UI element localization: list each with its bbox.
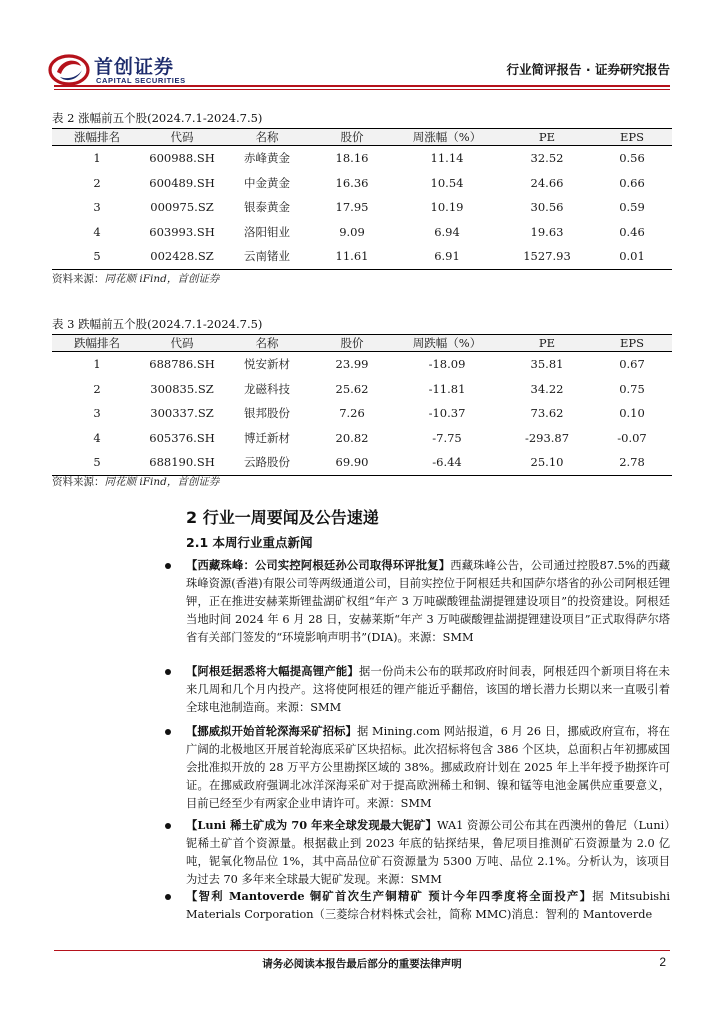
table-cell: -6.44 (392, 450, 502, 475)
table-cell: -11.81 (428, 381, 466, 396)
table-cell: -10.37 (428, 406, 466, 421)
table2-col-name: 名称 (222, 129, 312, 146)
table2-col-pe: PE (502, 129, 592, 146)
table-cell: 1 (93, 357, 101, 372)
table-cell: 5 (52, 450, 142, 475)
table-cell: 5 (52, 244, 142, 269)
table3-col-name: 名称 (222, 335, 312, 352)
table-cell: 11.14 (430, 151, 464, 166)
table-cell: 32.52 (530, 151, 564, 166)
page-number: 2 (659, 955, 666, 969)
table2-source (52, 271, 219, 286)
bullet-icon (165, 729, 171, 735)
table3-col-price: 股价 (312, 335, 392, 352)
table-cell: 4 (93, 430, 101, 445)
table-cell: 18.16 (335, 151, 369, 166)
table-cell: 6.94 (434, 224, 460, 239)
table-cell: -0.07 (617, 430, 647, 445)
table-cell: 3 (93, 406, 101, 421)
table3-source (52, 474, 219, 489)
table-cell: 0.75 (619, 381, 645, 396)
table-row (52, 171, 672, 196)
table-cell: 002428.SZ (142, 244, 222, 269)
news-title: 【阿根廷据悉将大幅提高锂产能】 (186, 664, 359, 678)
table-cell: -18.09 (428, 357, 466, 372)
bullet-icon (165, 894, 171, 900)
table-cell: 73.62 (530, 406, 564, 421)
table3-top-losers (52, 334, 672, 476)
table-cell: 605376.SH (149, 430, 215, 445)
news-body: 据一份尚未公布的联邦政府时间表，阿根廷四个新项目将在未来几周和几个月内投产。这将使阿根廷的锂产能近乎翻倍，该国的增长潜力长期以来一直吸引着全球电池制造商。来源：SMM (186, 665, 670, 714)
capital-securities-logo-icon (48, 50, 90, 86)
table2-col-eps: EPS (592, 129, 672, 146)
table2-col-price: 股价 (312, 129, 392, 146)
table-cell: 0.56 (619, 151, 645, 166)
table2-top-gainers (52, 128, 672, 270)
bullet-icon (165, 823, 171, 829)
table-cell: 25.10 (502, 450, 592, 475)
news-body: 西藏珠峰公告，公司通过控股87.5%的西藏珠峰资源(香港)有限公司等两级通道公司，目前实控位于阿根廷共和国萨尔塔省的孙公司阿根廷锂钾，正在推进安赫莱斯锂盐湖矿权组“年产 3 万吨碳酸锂盐湖提锂建设项目”的投资建设。阿根廷当地时间 2024 年 6 月 28 日，安赫莱斯“年产 3 万吨碳酸锂盐湖提锂建设项目”正式取得萨尔塔省有关部门签发的“环境影响声明书”(DIA)。来源：SMM (186, 559, 670, 644)
table-row (52, 450, 672, 475)
table2-col-rank: 涨幅排名 (52, 129, 142, 146)
table-cell: 0.67 (619, 357, 645, 372)
table-cell: 20.82 (335, 430, 369, 445)
table-cell: 7.26 (339, 406, 365, 421)
table3-col-code: 代码 (142, 335, 222, 352)
news-item (186, 662, 670, 717)
table-cell: 中金黄金 (244, 175, 290, 190)
table3-col-rank: 跌幅排名 (52, 335, 142, 352)
table-row (52, 352, 672, 377)
table-cell: 23.99 (335, 357, 369, 372)
table-cell: 688786.SH (149, 357, 215, 372)
table2-header-row (52, 129, 672, 146)
table-cell: 25.62 (335, 381, 369, 396)
table-cell: 17.95 (335, 200, 369, 215)
table-cell: 19.63 (530, 224, 564, 239)
news-item (186, 887, 670, 924)
table-cell: 1 (93, 151, 101, 166)
table-cell: 云南锗业 (222, 244, 312, 269)
table2-col-weekly-change: 周涨幅（%） (392, 129, 502, 146)
table-cell: 600988.SH (149, 151, 215, 166)
section-heading: 2 行业一周要闻及公告速递 (186, 508, 379, 527)
table-cell: 银泰黄金 (244, 200, 290, 215)
news-title: 【西藏珠峰：公司实控阿根廷孙公司取得环评批复】 (186, 558, 451, 572)
table-cell: 603993.SH (149, 224, 215, 239)
bullet-icon (165, 669, 171, 675)
table-cell: 11.61 (312, 244, 392, 269)
table-row (52, 146, 672, 171)
table-cell: 2 (93, 381, 101, 396)
table-cell: 0.01 (592, 244, 672, 269)
table-cell: 6.91 (392, 244, 502, 269)
footer-divider (54, 950, 670, 951)
news-item (186, 816, 670, 889)
table3-col-weekly-change: 周跌幅（%） (392, 335, 502, 352)
table-cell: 2 (93, 175, 101, 190)
table-row (52, 220, 672, 245)
table-cell: 24.66 (530, 175, 564, 190)
table2-col-code: 代码 (142, 129, 222, 146)
table-cell: 0.59 (619, 200, 645, 215)
source-text: 同花顺 iFind，首创证券 (104, 476, 220, 488)
page-header (0, 0, 724, 90)
table-cell: -293.87 (524, 430, 570, 445)
logo-text-cn: 首创证券 (94, 56, 175, 78)
table-row (52, 401, 672, 426)
table-cell: 600489.SH (149, 175, 215, 190)
table-cell: -7.75 (432, 430, 462, 445)
header-divider-thin (54, 89, 670, 90)
header-divider (54, 85, 670, 87)
table3-header-row (52, 335, 672, 352)
table3-col-eps: EPS (592, 335, 672, 352)
table-cell: 35.81 (530, 357, 564, 372)
table-cell: 博迁新材 (244, 430, 290, 445)
news-title: 【Luni 稀土矿成为 70 年来全球发现最大铌矿】 (186, 818, 437, 832)
table-cell: 1527.93 (502, 244, 592, 269)
news-body: 据 Mitsubishi Materials Corporation（三菱综合材料株式会社，简称 MMC)消息：智利的 Mantoverde (186, 890, 670, 921)
table-cell: 0.10 (619, 406, 645, 421)
table-cell: 3 (93, 200, 101, 215)
table-row (52, 244, 672, 269)
table-cell: 赤峰黄金 (244, 151, 290, 166)
source-label: 资料来源： (52, 476, 105, 488)
table3-caption: 表 3 跌幅前五个股(2024.7.1-2024.7.5) (52, 317, 263, 331)
table-cell: 2.78 (592, 450, 672, 475)
table-row (52, 377, 672, 402)
bullet-icon (165, 563, 171, 569)
news-body: 据 Mining.com 网站报道，6 月 26 日，挪威政府宣布，将在广阔的北极地区开展首轮海底采矿区块招标。此次招标将包含 386 个区块，总面积占年初挪威国会批准拟开放的 28 万平方公里勘探区域的 38%。挪威政府计划在 2025 年上半年授予勘探许可证。在挪威政府强调北冰洋深海采矿对于提高欧洲稀土和铜、镍和锰等电池金属供应重要意义，目前已经至少有两家企业申请许可。来源：SMM (186, 725, 670, 810)
legal-disclaimer: 请务必阅读本报告最后部分的重要法律声明 (262, 958, 462, 970)
news-title: 【挪威拟开始首轮深海采矿招标】 (186, 724, 357, 738)
table-cell: 69.90 (312, 450, 392, 475)
table-cell: 0.66 (619, 175, 645, 190)
table-cell: 洛阳钼业 (244, 224, 290, 239)
table-row (52, 195, 672, 220)
table-cell: 10.19 (430, 200, 464, 215)
table-cell: 000975.SZ (150, 200, 214, 215)
table-cell: 银邦股份 (244, 406, 290, 421)
news-item (186, 556, 670, 647)
table-row (52, 426, 672, 451)
table-cell: 悦安新材 (244, 357, 290, 372)
logo-text-en: CAPITAL SECURITIES (96, 76, 186, 85)
table-cell: 688190.SH (142, 450, 222, 475)
news-title: 【智利 Mantoverde 铜矿首次生产铜精矿 预计今年四季度将全面投产】 (186, 889, 593, 903)
table-cell: 34.22 (530, 381, 564, 396)
table-cell: 云路股份 (222, 450, 312, 475)
news-body: WA1 资源公司公布其在西澳州的鲁尼（Luni）铌稀土矿首个资源量。根据截止到 2023 年底的钻探结果，鲁尼项目推测矿石资源量为 2.0 亿吨，铌氧化物品位 1%，其中高品位矿石资源量为 5300 万吨、品位 2.1%。分析认为，该项目为过去 70 多年来全球最大铌矿发现。来源：SMM (186, 819, 670, 886)
table-cell: 16.36 (335, 175, 369, 190)
table-cell: 300835.SZ (150, 381, 214, 396)
table-cell: 30.56 (530, 200, 564, 215)
table-cell: 0.46 (619, 224, 645, 239)
source-label: 资料来源： (52, 273, 105, 285)
table-cell: 300337.SZ (150, 406, 214, 421)
table-cell: 10.54 (430, 175, 464, 190)
table3-col-pe: PE (502, 335, 592, 352)
table-cell: 龙磁科技 (244, 381, 290, 396)
table-cell: 4 (93, 224, 101, 239)
source-text: 同花顺 iFind，首创证券 (104, 273, 220, 285)
table-cell: 9.09 (339, 224, 365, 239)
report-type-title: 行业简评报告 · 证券研究报告 (506, 62, 670, 77)
news-item (186, 722, 670, 813)
subsection-heading: 2.1 本周行业重点新闻 (186, 535, 313, 550)
table2-caption: 表 2 涨幅前五个股(2024.7.1-2024.7.5) (52, 111, 263, 125)
